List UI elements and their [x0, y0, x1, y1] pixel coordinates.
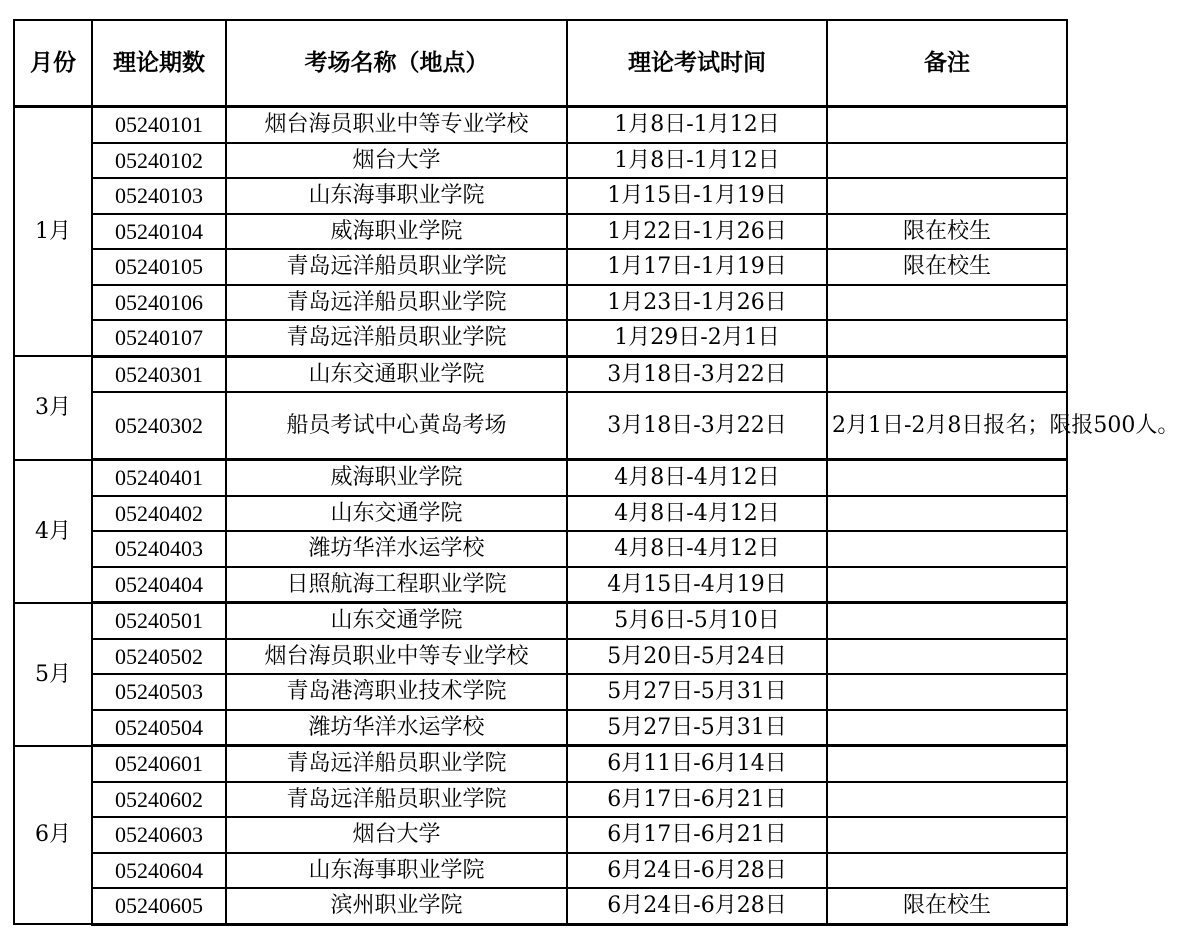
note-cell — [827, 639, 1067, 675]
header-period: 理论期数 — [92, 20, 226, 107]
exam-time-cell: 6月11日-6月14日 — [567, 746, 827, 782]
note-cell — [827, 143, 1067, 179]
note-cell — [827, 496, 1067, 532]
table-row — [14, 178, 1067, 214]
exam-time-cell: 5月20日-5月24日 — [567, 639, 827, 675]
month-cell: 1月 — [14, 107, 92, 357]
exam-time-cell: 5月6日-5月10日 — [567, 603, 827, 639]
table-row — [14, 496, 1067, 532]
note-cell — [827, 710, 1067, 746]
period-cell: 05240601 — [92, 746, 226, 782]
table-row — [14, 143, 1067, 179]
note-cell — [827, 567, 1067, 603]
note-cell: 2月1日-2月8日报名；限报500人。 — [827, 392, 1067, 460]
note-cell — [827, 356, 1067, 392]
exam-time-cell: 1月8日-1月12日 — [567, 107, 827, 143]
venue-cell: 潍坊华洋水运学校 — [226, 710, 567, 746]
period-cell: 05240106 — [92, 285, 226, 321]
table-row — [14, 392, 1067, 460]
exam-time-cell: 3月18日-3月22日 — [567, 392, 827, 460]
month-cell: 4月 — [14, 460, 92, 603]
venue-cell: 青岛港湾职业技术学院 — [226, 674, 567, 710]
table-row — [14, 782, 1067, 818]
period-cell: 05240603 — [92, 817, 226, 853]
table-row — [14, 674, 1067, 710]
period-cell: 05240502 — [92, 639, 226, 675]
venue-cell: 烟台大学 — [226, 817, 567, 853]
period-cell: 05240403 — [92, 531, 226, 567]
period-cell: 05240605 — [92, 888, 226, 924]
venue-cell: 青岛远洋船员职业学院 — [226, 249, 567, 285]
period-cell: 05240604 — [92, 853, 226, 889]
venue-cell: 山东交通学院 — [226, 603, 567, 639]
note-cell — [827, 782, 1067, 818]
period-cell: 05240302 — [92, 392, 226, 460]
note-cell — [827, 320, 1067, 356]
exam-time-cell: 5月27日-5月31日 — [567, 710, 827, 746]
exam-time-cell: 4月8日-4月12日 — [567, 496, 827, 532]
table-row — [14, 214, 1067, 250]
venue-cell: 山东交通职业学院 — [226, 356, 567, 392]
venue-cell: 山东交通学院 — [226, 496, 567, 532]
table-row — [14, 746, 1067, 782]
note-cell — [827, 603, 1067, 639]
note-cell — [827, 178, 1067, 214]
note-cell — [827, 746, 1067, 782]
note-cell: 限在校生 — [827, 249, 1067, 285]
venue-cell: 滨州职业学院 — [226, 888, 567, 924]
note-cell: 限在校生 — [827, 888, 1067, 924]
exam-time-cell: 6月24日-6月28日 — [567, 853, 827, 889]
exam-time-cell: 1月29日-2月1日 — [567, 320, 827, 356]
exam-time-cell: 1月23日-1月26日 — [567, 285, 827, 321]
table-row — [14, 460, 1067, 496]
period-cell: 05240404 — [92, 567, 226, 603]
note-cell — [827, 460, 1067, 496]
venue-cell: 烟台大学 — [226, 143, 567, 179]
venue-cell: 山东海事职业学院 — [226, 853, 567, 889]
venue-cell: 青岛远洋船员职业学院 — [226, 746, 567, 782]
table-row — [14, 853, 1067, 889]
venue-cell: 烟台海员职业中等专业学校 — [226, 639, 567, 675]
table-row — [14, 320, 1067, 356]
exam-time-cell: 1月17日-1月19日 — [567, 249, 827, 285]
table-row — [14, 285, 1067, 321]
venue-cell: 潍坊华洋水运学校 — [226, 531, 567, 567]
exam-time-cell: 6月17日-6月21日 — [567, 782, 827, 818]
venue-cell: 日照航海工程职业学院 — [226, 567, 567, 603]
note-cell — [827, 531, 1067, 567]
exam-time-cell: 6月24日-6月28日 — [567, 888, 827, 924]
table-body — [14, 107, 1179, 925]
period-cell: 05240501 — [92, 603, 226, 639]
venue-cell: 青岛远洋船员职业学院 — [226, 320, 567, 356]
period-cell: 05240402 — [92, 496, 226, 532]
month-cell: 3月 — [14, 356, 92, 460]
exam-time-cell: 1月22日-1月26日 — [567, 214, 827, 250]
period-cell: 05240503 — [92, 674, 226, 710]
table-row — [14, 888, 1067, 924]
note-cell — [827, 107, 1067, 143]
exam-time-cell: 1月15日-1月19日 — [567, 178, 827, 214]
venue-cell: 船员考试中心黄岛考场 — [226, 392, 567, 460]
exam-time-cell: 6月17日-6月21日 — [567, 817, 827, 853]
exam-time-cell: 4月8日-4月12日 — [567, 460, 827, 496]
exam-time-cell: 4月15日-4月19日 — [567, 567, 827, 603]
month-cell: 5月 — [14, 603, 92, 746]
note-cell: 限在校生 — [827, 214, 1067, 250]
venue-cell: 青岛远洋船员职业学院 — [226, 782, 567, 818]
period-cell: 05240101 — [92, 107, 226, 143]
header-month: 月份 — [14, 20, 92, 107]
table-row — [14, 107, 1067, 143]
table-row — [14, 639, 1067, 675]
exam-time-cell: 1月8日-1月12日 — [567, 143, 827, 179]
month-cell: 6月 — [14, 746, 92, 925]
exam-schedule-table — [13, 19, 1179, 926]
table-row — [14, 249, 1067, 285]
table-row — [14, 356, 1067, 392]
period-cell: 05240401 — [92, 460, 226, 496]
period-cell: 05240105 — [92, 249, 226, 285]
note-cell — [827, 285, 1067, 321]
venue-cell: 烟台海员职业中等专业学校 — [226, 107, 567, 143]
period-cell: 05240602 — [92, 782, 226, 818]
header-row — [14, 20, 1067, 107]
exam-time-cell: 4月8日-4月12日 — [567, 531, 827, 567]
venue-cell: 威海职业学院 — [226, 214, 567, 250]
period-cell: 05240102 — [92, 143, 226, 179]
note-cell — [827, 817, 1067, 853]
header-note: 备注 — [827, 20, 1067, 107]
venue-cell: 青岛远洋船员职业学院 — [226, 285, 567, 321]
period-cell: 05240504 — [92, 710, 226, 746]
table-row — [14, 710, 1067, 746]
venue-cell: 威海职业学院 — [226, 460, 567, 496]
header-exam-time: 理论考试时间 — [567, 20, 827, 107]
period-cell: 05240107 — [92, 320, 226, 356]
exam-time-cell: 3月18日-3月22日 — [567, 356, 827, 392]
period-cell: 05240301 — [92, 356, 226, 392]
header-venue: 考场名称（地点） — [226, 20, 567, 107]
note-cell — [827, 853, 1067, 889]
venue-cell: 山东海事职业学院 — [226, 178, 567, 214]
period-cell: 05240104 — [92, 214, 226, 250]
table-row — [14, 817, 1067, 853]
table-row — [14, 531, 1067, 567]
table-row — [14, 603, 1067, 639]
period-cell: 05240103 — [92, 178, 226, 214]
note-cell — [827, 674, 1067, 710]
table-row — [14, 567, 1067, 603]
exam-time-cell: 5月27日-5月31日 — [567, 674, 827, 710]
